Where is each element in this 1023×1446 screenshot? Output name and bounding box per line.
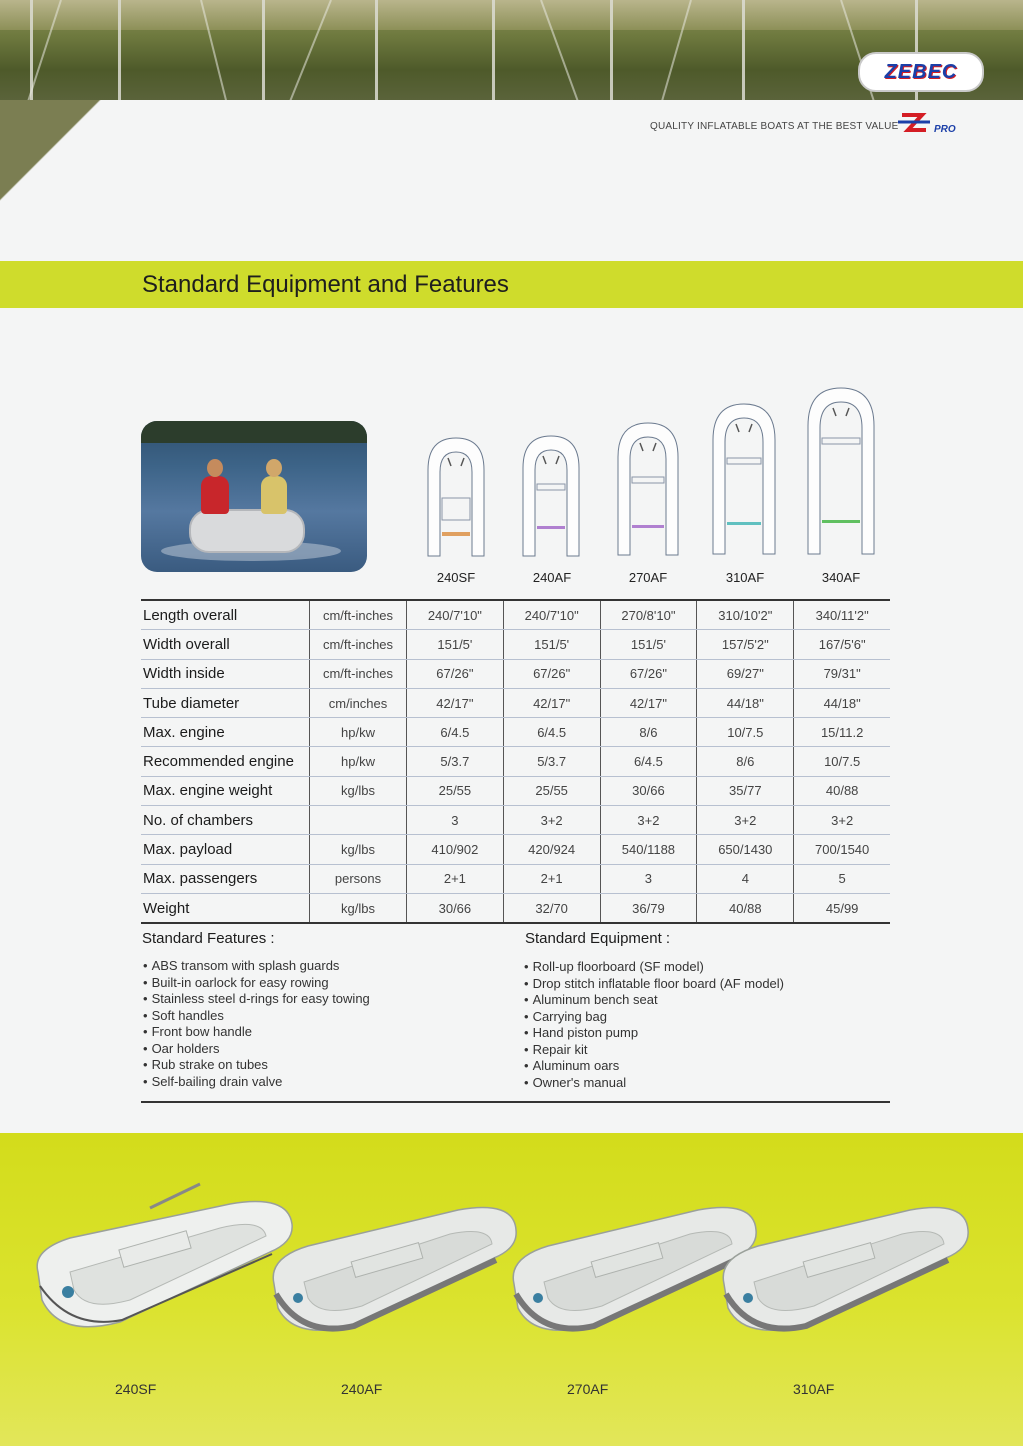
inflatable-boat-icon	[30, 1180, 295, 1340]
spec-label: Max. engine	[141, 718, 310, 747]
diagram-240sf	[418, 436, 494, 558]
diagram-270af	[608, 421, 688, 557]
mast	[262, 0, 265, 100]
spec-value: 42/17"	[407, 688, 504, 717]
boat-topview-icon	[703, 402, 785, 556]
spec-value: 3+2	[600, 806, 697, 835]
diagram-340af	[798, 386, 884, 556]
spec-value: 42/17"	[600, 688, 697, 717]
mast	[118, 0, 121, 100]
spec-value: 30/66	[600, 776, 697, 805]
spec-table	[141, 599, 890, 924]
table-row	[141, 659, 890, 688]
spec-value: 44/18"	[794, 688, 890, 717]
header-sky	[0, 0, 1023, 30]
spec-value: 15/11.2	[794, 718, 890, 747]
spec-value: 32/70	[503, 893, 600, 923]
boat-caption-240sf: 240SF	[115, 1381, 157, 1397]
photo-person-head	[207, 459, 223, 477]
spec-value: 270/8'10"	[600, 600, 697, 630]
spec-unit: hp/kw	[310, 718, 407, 747]
table-row	[141, 600, 890, 630]
spec-value: 4	[697, 864, 794, 893]
spec-value: 6/4.5	[503, 718, 600, 747]
diagram-310af	[703, 402, 785, 556]
spec-value: 650/1430	[697, 835, 794, 864]
spec-value: 5/3.7	[503, 747, 600, 776]
spec-label: Max. engine weight	[141, 776, 310, 805]
table-row	[141, 688, 890, 717]
spec-value: 240/7'10"	[503, 600, 600, 630]
photo-person	[201, 476, 229, 514]
spec-value: 700/1540	[794, 835, 890, 864]
list-item: • Hand piston pump	[524, 1025, 784, 1042]
boat-image-240af	[268, 1190, 518, 1345]
model-label-240af: 240AF	[532, 570, 572, 585]
boat-topview-icon	[798, 386, 884, 556]
spec-unit: hp/kw	[310, 747, 407, 776]
list-item: • Owner's manual	[524, 1075, 784, 1092]
spec-value: 310/10'2"	[697, 600, 794, 630]
section-title-band	[0, 261, 1023, 308]
spec-value: 45/99	[794, 893, 890, 923]
photo-person	[261, 476, 287, 514]
spec-value: 44/18"	[697, 688, 794, 717]
boat-topview-icon	[608, 421, 688, 557]
spec-value: 3+2	[697, 806, 794, 835]
spec-value: 151/5'	[407, 630, 504, 659]
spec-value: 410/902	[407, 835, 504, 864]
spec-label: Max. passengers	[141, 864, 310, 893]
spec-label: Recommended engine	[141, 747, 310, 776]
boat-caption-240af: 240AF	[341, 1381, 383, 1397]
mast	[492, 0, 495, 100]
tagline: QUALITY INFLATABLE BOATS AT THE BEST VALUE	[650, 121, 899, 132]
spec-value: 25/55	[407, 776, 504, 805]
spec-label: Max. payload	[141, 835, 310, 864]
list-item: • Front bow handle	[143, 1024, 370, 1041]
model-label-310af: 310AF	[725, 570, 765, 585]
spec-value: 540/1188	[600, 835, 697, 864]
table-row	[141, 718, 890, 747]
list-item: • Repair kit	[524, 1042, 784, 1059]
spec-label: Length overall	[141, 600, 310, 630]
list-item: • Carrying bag	[524, 1009, 784, 1026]
spec-value: 30/66	[407, 893, 504, 923]
model-label-270af: 270AF	[628, 570, 668, 585]
spec-unit: cm/ft-inches	[310, 630, 407, 659]
spec-value: 3+2	[503, 806, 600, 835]
spec-value: 8/6	[697, 747, 794, 776]
spec-value: 5	[794, 864, 890, 893]
spec-value: 67/26"	[407, 659, 504, 688]
spec-value: 42/17"	[503, 688, 600, 717]
inflatable-boat-icon	[718, 1190, 970, 1340]
table-row	[141, 747, 890, 776]
model-label-340af: 340AF	[821, 570, 861, 585]
standard-features-list	[143, 958, 370, 1090]
spec-unit: kg/lbs	[310, 835, 407, 864]
z-pro-icon	[896, 111, 968, 137]
spec-label: Width inside	[141, 659, 310, 688]
inflatable-boat-icon	[268, 1190, 518, 1340]
spec-value: 2+1	[407, 864, 504, 893]
diagram-240af	[513, 434, 589, 558]
spec-value: 67/26"	[600, 659, 697, 688]
boat-caption-310af: 310AF	[793, 1381, 835, 1397]
brand-name: ZEBEC	[884, 60, 958, 83]
list-item: • Self-bailing drain valve	[143, 1074, 370, 1091]
spec-value: 3	[600, 864, 697, 893]
spec-value: 151/5'	[503, 630, 600, 659]
spec-label: Weight	[141, 893, 310, 923]
standard-features-title: Standard Features :	[142, 930, 275, 947]
spec-unit	[310, 806, 407, 835]
photo-dinghy	[189, 509, 305, 553]
boat-image-240sf	[30, 1180, 295, 1345]
section-title: Standard Equipment and Features	[142, 271, 509, 298]
spec-value: 157/5'2"	[697, 630, 794, 659]
spec-unit: cm/ft-inches	[310, 659, 407, 688]
table-row	[141, 835, 890, 864]
spec-label: Width overall	[141, 630, 310, 659]
standard-equipment-list	[524, 959, 784, 1091]
spec-value: 340/11'2"	[794, 600, 890, 630]
spec-value: 67/26"	[503, 659, 600, 688]
spec-unit: kg/lbs	[310, 776, 407, 805]
list-item: • Aluminum bench seat	[524, 992, 784, 1009]
spec-value: 10/7.5	[697, 718, 794, 747]
boat-topview-icon	[513, 434, 589, 558]
mast	[375, 0, 378, 100]
spec-label: Tube diameter	[141, 688, 310, 717]
standard-equipment-title: Standard Equipment :	[525, 930, 671, 947]
spec-value: 25/55	[503, 776, 600, 805]
boat-topview-icon	[418, 436, 494, 558]
list-item: • Stainless steel d-rings for easy towing	[143, 991, 370, 1008]
spec-value: 2+1	[503, 864, 600, 893]
z-pro-logo	[896, 111, 968, 137]
spec-value: 36/79	[600, 893, 697, 923]
z-pro-text: PRO	[934, 124, 956, 135]
spec-unit: kg/lbs	[310, 893, 407, 923]
spec-value: 6/4.5	[600, 747, 697, 776]
spec-value: 40/88	[697, 893, 794, 923]
product-photo	[141, 421, 367, 572]
spec-value: 79/31"	[794, 659, 890, 688]
spec-value: 3	[407, 806, 504, 835]
spec-value: 167/5'6"	[794, 630, 890, 659]
boat-caption-270af: 270AF	[567, 1381, 609, 1397]
mast	[610, 0, 613, 100]
features-divider	[141, 1101, 890, 1103]
spec-value: 6/4.5	[407, 718, 504, 747]
spec-value: 420/924	[503, 835, 600, 864]
boat-image-310af	[718, 1190, 970, 1345]
spec-value: 8/6	[600, 718, 697, 747]
list-item: • Rub strake on tubes	[143, 1057, 370, 1074]
spec-value: 69/27"	[697, 659, 794, 688]
spec-label: No. of chambers	[141, 806, 310, 835]
spec-value: 40/88	[794, 776, 890, 805]
table-row	[141, 864, 890, 893]
spec-value: 151/5'	[600, 630, 697, 659]
spec-value: 35/77	[697, 776, 794, 805]
table-row	[141, 776, 890, 805]
table-row	[141, 630, 890, 659]
list-item: • Oar holders	[143, 1041, 370, 1058]
spec-value: 10/7.5	[794, 747, 890, 776]
list-item: • Drop stitch inflatable floor board (AF model)	[524, 976, 784, 993]
table-row	[141, 806, 890, 835]
spec-unit: cm/inches	[310, 688, 407, 717]
model-label-240sf: 240SF	[436, 570, 476, 585]
spec-value: 5/3.7	[407, 747, 504, 776]
table-row	[141, 893, 890, 923]
list-item: • Built-in oarlock for easy rowing	[143, 975, 370, 992]
header-white-area	[0, 100, 1023, 180]
list-item: • Soft handles	[143, 1008, 370, 1025]
zebec-logo	[858, 52, 984, 92]
spec-value: 240/7'10"	[407, 600, 504, 630]
header-diagonal-corner	[0, 100, 110, 210]
photo-shoreline	[141, 421, 367, 443]
spec-unit: cm/ft-inches	[310, 600, 407, 630]
list-item: • Aluminum oars	[524, 1058, 784, 1075]
spec-unit: persons	[310, 864, 407, 893]
list-item: • Roll-up floorboard (SF model)	[524, 959, 784, 976]
spec-value: 3+2	[794, 806, 890, 835]
list-item: • ABS transom with splash guards	[143, 958, 370, 975]
mast	[742, 0, 745, 100]
photo-person-head	[266, 459, 282, 477]
